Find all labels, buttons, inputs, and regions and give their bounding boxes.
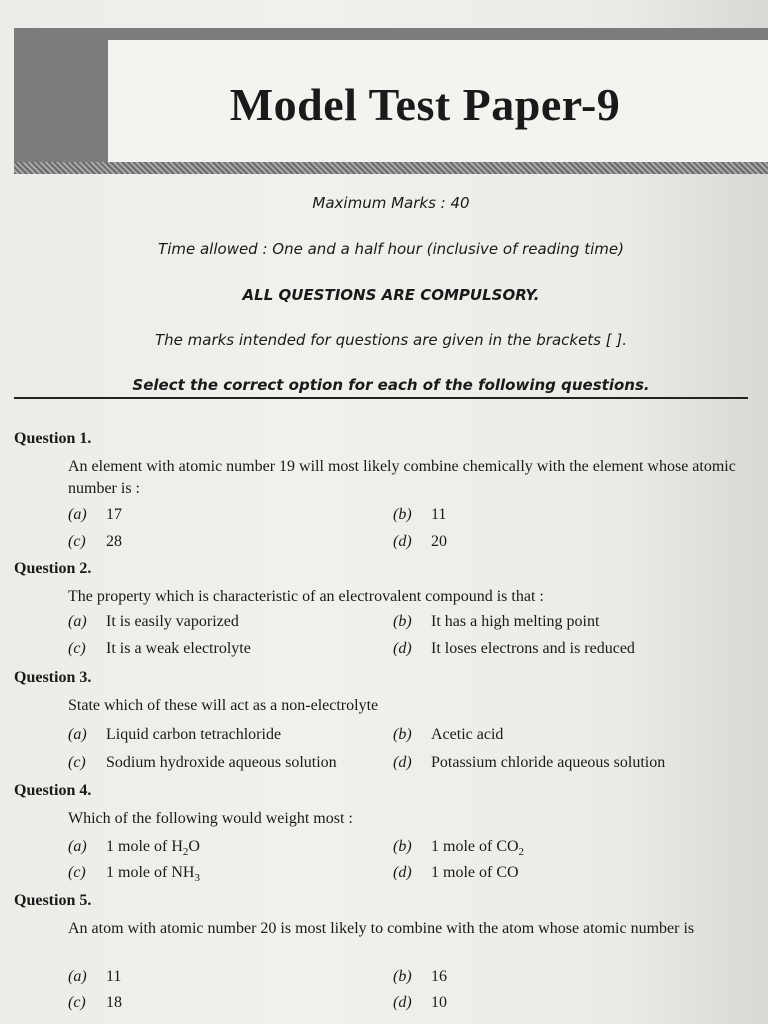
- option-text: 11: [431, 506, 447, 523]
- option-text: 11: [106, 968, 122, 985]
- question-4-option-c: [68, 864, 200, 884]
- question-1-option-d: [393, 533, 447, 551]
- option-subscript: 2: [182, 846, 189, 859]
- question-5-option-c: [68, 994, 122, 1012]
- header-rule: [14, 397, 748, 399]
- option-text: It is a weak electrolyte: [106, 640, 251, 657]
- option-text: Sodium hydroxide aqueous solution: [106, 754, 337, 771]
- option-tag: (b): [393, 838, 412, 855]
- question-3-option-c: [68, 754, 337, 772]
- question-4-option-a: [68, 838, 200, 858]
- question-4-text: Which of the following would weight most :: [68, 810, 353, 827]
- question-1-heading: Question 1.: [14, 430, 92, 447]
- question-3-option-d: [393, 754, 665, 772]
- option-text: 16: [431, 968, 447, 985]
- option-tag: (d): [393, 640, 412, 657]
- option-text: It is easily vaporized: [106, 613, 239, 630]
- option-text: 20: [431, 533, 447, 550]
- option-text: Acetic acid: [431, 726, 504, 743]
- question-2-option-b: [393, 613, 599, 631]
- marks-note: The marks intended for questions are given in the brackets [ ].: [154, 331, 628, 349]
- option-subscript: 2: [518, 846, 525, 859]
- question-2-heading: Question 2.: [14, 560, 92, 577]
- question-2-option-c: [68, 640, 251, 658]
- option-text: Liquid carbon tetrachloride: [106, 726, 282, 743]
- question-1-option-c: [68, 533, 122, 551]
- option-text-main: 1 mole of CO: [431, 838, 519, 855]
- question-3-option-a: [68, 726, 281, 744]
- question-1-text: An element with atomic number 19 will most likely combine chemically with the element whose atomic number is :: [68, 458, 736, 497]
- option-text-tail: O: [188, 838, 200, 855]
- question-1-option-b: [393, 506, 446, 524]
- question-3-option-b: [393, 726, 503, 744]
- option-tag: (b): [393, 506, 412, 523]
- option-tag: (a): [68, 838, 87, 855]
- option-text-main: 1 mole of CO: [431, 864, 519, 881]
- option-text-main: 1 mole of NH: [106, 864, 195, 881]
- question-2-text: The property which is characteristic of an electrovalent compound is that :: [68, 588, 544, 605]
- question-4-heading: Question 4.: [14, 782, 92, 799]
- time-allowed: Time allowed : One and a half hour (inclusive of reading time): [158, 240, 624, 258]
- option-subscript: 3: [194, 872, 200, 885]
- option-tag: (c): [68, 994, 86, 1011]
- option-tag: (d): [393, 994, 412, 1011]
- instruction: Select the correct option for each of the following questions.: [132, 376, 650, 394]
- option-text-main: 1 mole of H: [106, 838, 183, 855]
- question-4-option-d: [393, 864, 519, 884]
- option-text: It has a high melting point: [431, 613, 600, 630]
- question-5-heading: Question 5.: [14, 892, 92, 909]
- option-tag: (d): [393, 754, 412, 771]
- option-tag: (a): [68, 613, 87, 630]
- option-tag: (a): [68, 506, 87, 523]
- option-tag: (c): [68, 640, 86, 657]
- question-3-heading: Question 3.: [14, 669, 92, 686]
- question-2-option-a: [68, 613, 239, 631]
- option-text: 18: [106, 994, 122, 1011]
- option-tag: (a): [68, 726, 87, 743]
- option-text: 28: [106, 533, 122, 550]
- question-5-option-b: [393, 968, 447, 986]
- question-5-option-d: [393, 994, 447, 1012]
- option-text: 17: [106, 506, 122, 523]
- option-text: Potassium chloride aqueous solution: [431, 754, 666, 771]
- option-tag: (d): [393, 864, 412, 881]
- option-tag: (b): [393, 613, 412, 630]
- maximum-marks: Maximum Marks : 40: [312, 194, 470, 212]
- option-text: 10: [431, 994, 447, 1011]
- option-text: It loses electrons and is reduced: [431, 640, 635, 657]
- question-5-option-a: [68, 968, 121, 986]
- question-3-text: State which of these will act as a non-electrolyte: [68, 697, 379, 714]
- option-tag: (c): [68, 754, 86, 771]
- question-5-text: An atom with atomic number 20 is most likely to combine with the atom whose atomic number is: [68, 920, 695, 937]
- title-hatch-divider: [14, 162, 768, 174]
- option-tag: (c): [68, 533, 86, 550]
- question-4-option-b: [393, 838, 524, 858]
- option-tag: (a): [68, 968, 87, 985]
- option-tag: (b): [393, 726, 412, 743]
- option-tag: (b): [393, 968, 412, 985]
- question-1-option-a: [68, 506, 122, 524]
- compulsory-notice: ALL QUESTIONS ARE COMPULSORY.: [242, 286, 540, 304]
- page-title: Model Test Paper-9: [229, 79, 621, 130]
- question-2-option-d: [393, 640, 635, 658]
- option-tag: (c): [68, 864, 86, 881]
- option-tag: (d): [393, 533, 412, 550]
